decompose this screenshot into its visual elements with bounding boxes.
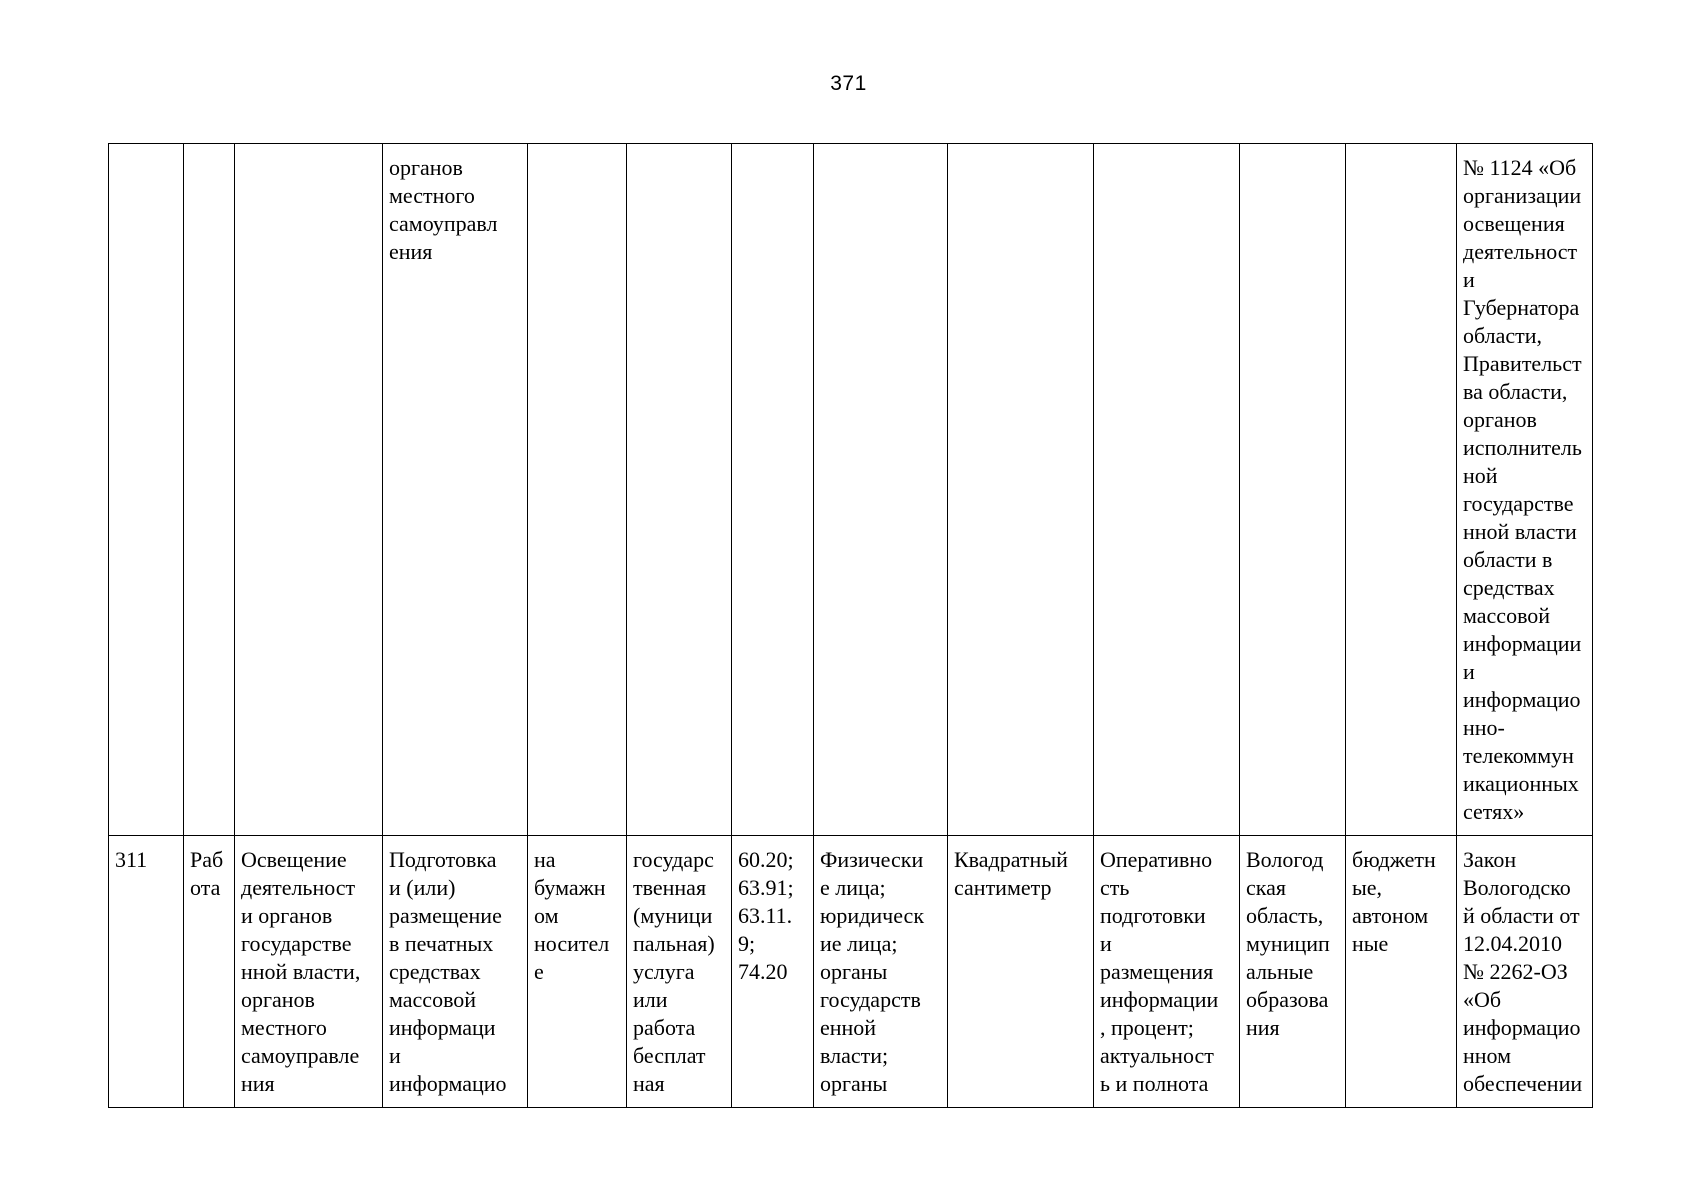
cell-type — [184, 144, 235, 836]
cell-territory: Вологод ская область, муницип альные образова ния — [1240, 836, 1346, 1108]
cell-service-type: государс твенная (муници пальная) услуга или работа бесплат ная — [627, 836, 732, 1108]
cell-name: Освещение деятельност и органов государстве нной власти, органов местного самоуправле ния — [235, 836, 383, 1108]
cell-institutions — [1346, 144, 1457, 836]
cell-institutions: бюджетн ые, автоном ные — [1346, 836, 1457, 1108]
table-row-continuation — [109, 144, 1593, 836]
cell-content: органов местного самоуправл ения — [383, 144, 528, 836]
cell-unit: Квадратный сантиметр — [948, 836, 1094, 1108]
cell-okved: 60.20; 63.91; 63.11. 9; 74.20 — [732, 836, 814, 1108]
cell-territory — [1240, 144, 1346, 836]
cell-number: 311 — [109, 836, 184, 1108]
cell-name — [235, 144, 383, 836]
cell-okved — [732, 144, 814, 836]
cell-law: Закон Вологодско й области от 12.04.2010 № 2262-ОЗ «Об информацио нном обеспечении — [1457, 836, 1593, 1108]
cell-type: Раб ота — [184, 836, 235, 1108]
cell-law: № 1124 «Об организации освещения деятельност и Губернатора области, Правительст ва области, органов исполнитель ной государстве нной власти области в средствах массовой информации и информацио нно- телекоммун икационных сетях» — [1457, 144, 1593, 836]
page-number: 371 — [830, 72, 867, 95]
cell-consumers: Физически е лица; юридическ ие лица; органы государств енной власти; органы — [814, 836, 948, 1108]
cell-unit — [948, 144, 1094, 836]
registry-table — [108, 143, 1593, 1108]
cell-consumers — [814, 144, 948, 836]
cell-content: Подготовка и (или) размещение в печатных средствах массовой информаци и информацио — [383, 836, 528, 1108]
cell-service-type — [627, 144, 732, 836]
table-row-311 — [109, 836, 1593, 1108]
cell-form: на бумажн ом носител е — [528, 836, 627, 1108]
cell-indicators — [1094, 144, 1240, 836]
cell-form — [528, 144, 627, 836]
cell-number — [109, 144, 184, 836]
cell-indicators: Оперативно сть подготовки и размещения информации , процент; актуальност ь и полнота — [1094, 836, 1240, 1108]
